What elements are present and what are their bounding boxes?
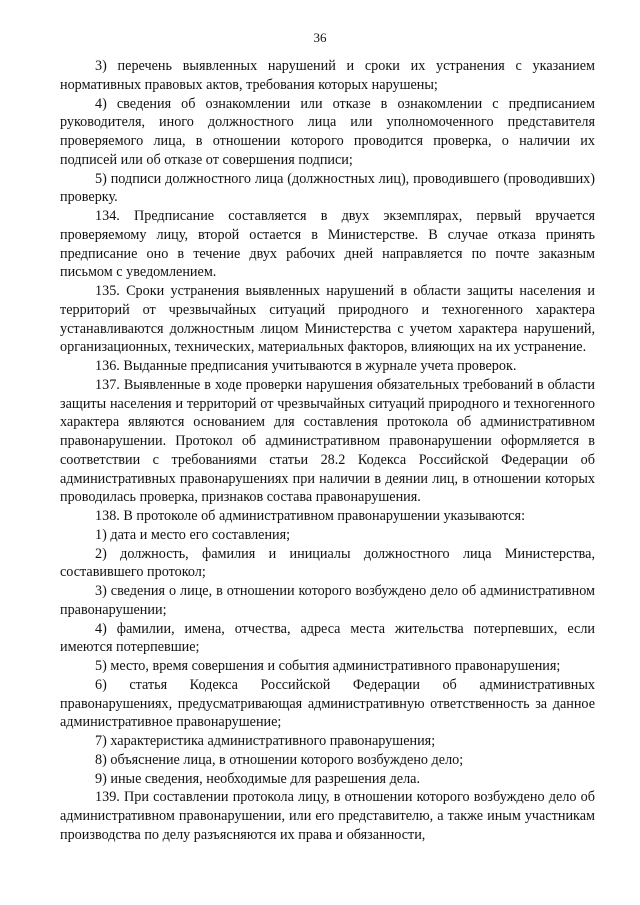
document-body [60,57,595,845]
clause-138: 138. В протоколе об административном правонарушении указываются: [95,508,526,524]
page-number: 36 [313,30,327,45]
clause-136: 136. Выданные предписания учитываются в журнале учета проверок. [95,358,517,374]
protocol-item-9: 9) иные сведения, необходимые для разрешения дела. [95,770,421,787]
clause-139: 139. При составлении протокола лицу, в отношении которого возбуждено дело об административном правонарушении, или его представителю, а также иным участникам производства по делу разъясняются их права и обязанности, [60,789,595,843]
protocol-item-4: 4) фамилии, имена, отчества, адреса места жительства потерпевших, если имеются потерпевшие; [60,620,595,656]
item-5-signatures: 5) подписи должностного лица (должностных лиц), проводившего (проводивших) проверку. [60,170,595,206]
item-4-acquaintance-info: 4) сведения об ознакомлении или отказе в ознакомлении с предписанием руководителя, иного должностного лица или уполномоченного представителя проверяемого лица, в отношении которого проводится проверка, о наличии их подписей или об отказе от совершения подписи; [60,95,595,168]
protocol-item-3: 3) сведения о лице, в отношении которого возбуждено дело об административном правонарушении; [60,583,595,618]
protocol-item-1: 1) дата и место его составления; [95,526,291,543]
item-3-violations-list: 3) перечень выявленных нарушений и сроки их устранения с указанием нормативных правовых актов, требования которых нарушены; [60,58,595,93]
clause-135: 135. Сроки устранения выявленных нарушений в области защиты населения и территорий от чрезвычайных ситуаций природного и техногенного характера устанавливаются должностным лицом Министерства с учетом характера нарушений, организационных, технических, материальных факторов, влияющих на их устранение. [60,283,595,356]
protocol-item-8: 8) объяснение лица, в отношении которого возбуждено дело; [95,751,464,768]
protocol-item-7: 7) характеристика административного правонарушения; [95,733,436,749]
clause-137: 137. Выявленные в ходе проверки нарушения обязательных требований в области защиты населения и территорий от чрезвычайных ситуаций природного и техногенного характера являются основанием для составления протокола об административном правонарушении. Протокол об административном правонарушении оформляется в соответствии с требованиями статьи 28.2 Кодекса Российской Федерации об административных правонарушениях при наличии в деянии лиц, в отношении которых проводилась проверка, признаков состава правонарушения. [60,376,595,506]
protocol-item-6: 6) статья Кодекса Российской Федерации об административных правонарушениях, предусматривающая административную ответственность за данное административное правонарушение; [60,676,595,731]
protocol-item-2: 2) должность, фамилия и инициалы должностного лица Министерства, составившего протокол; [60,545,595,581]
protocol-item-5: 5) место, время совершения и события административного правонарушения; [95,658,561,674]
clause-134: 134. Предписание составляется в двух экземплярах, первый вручается проверяемому лицу, второй остается в Министерстве. В случае отказа принять предписание оно в течение двух рабочих дней направляется по почте заказным письмом с уведомлением. [60,208,595,281]
